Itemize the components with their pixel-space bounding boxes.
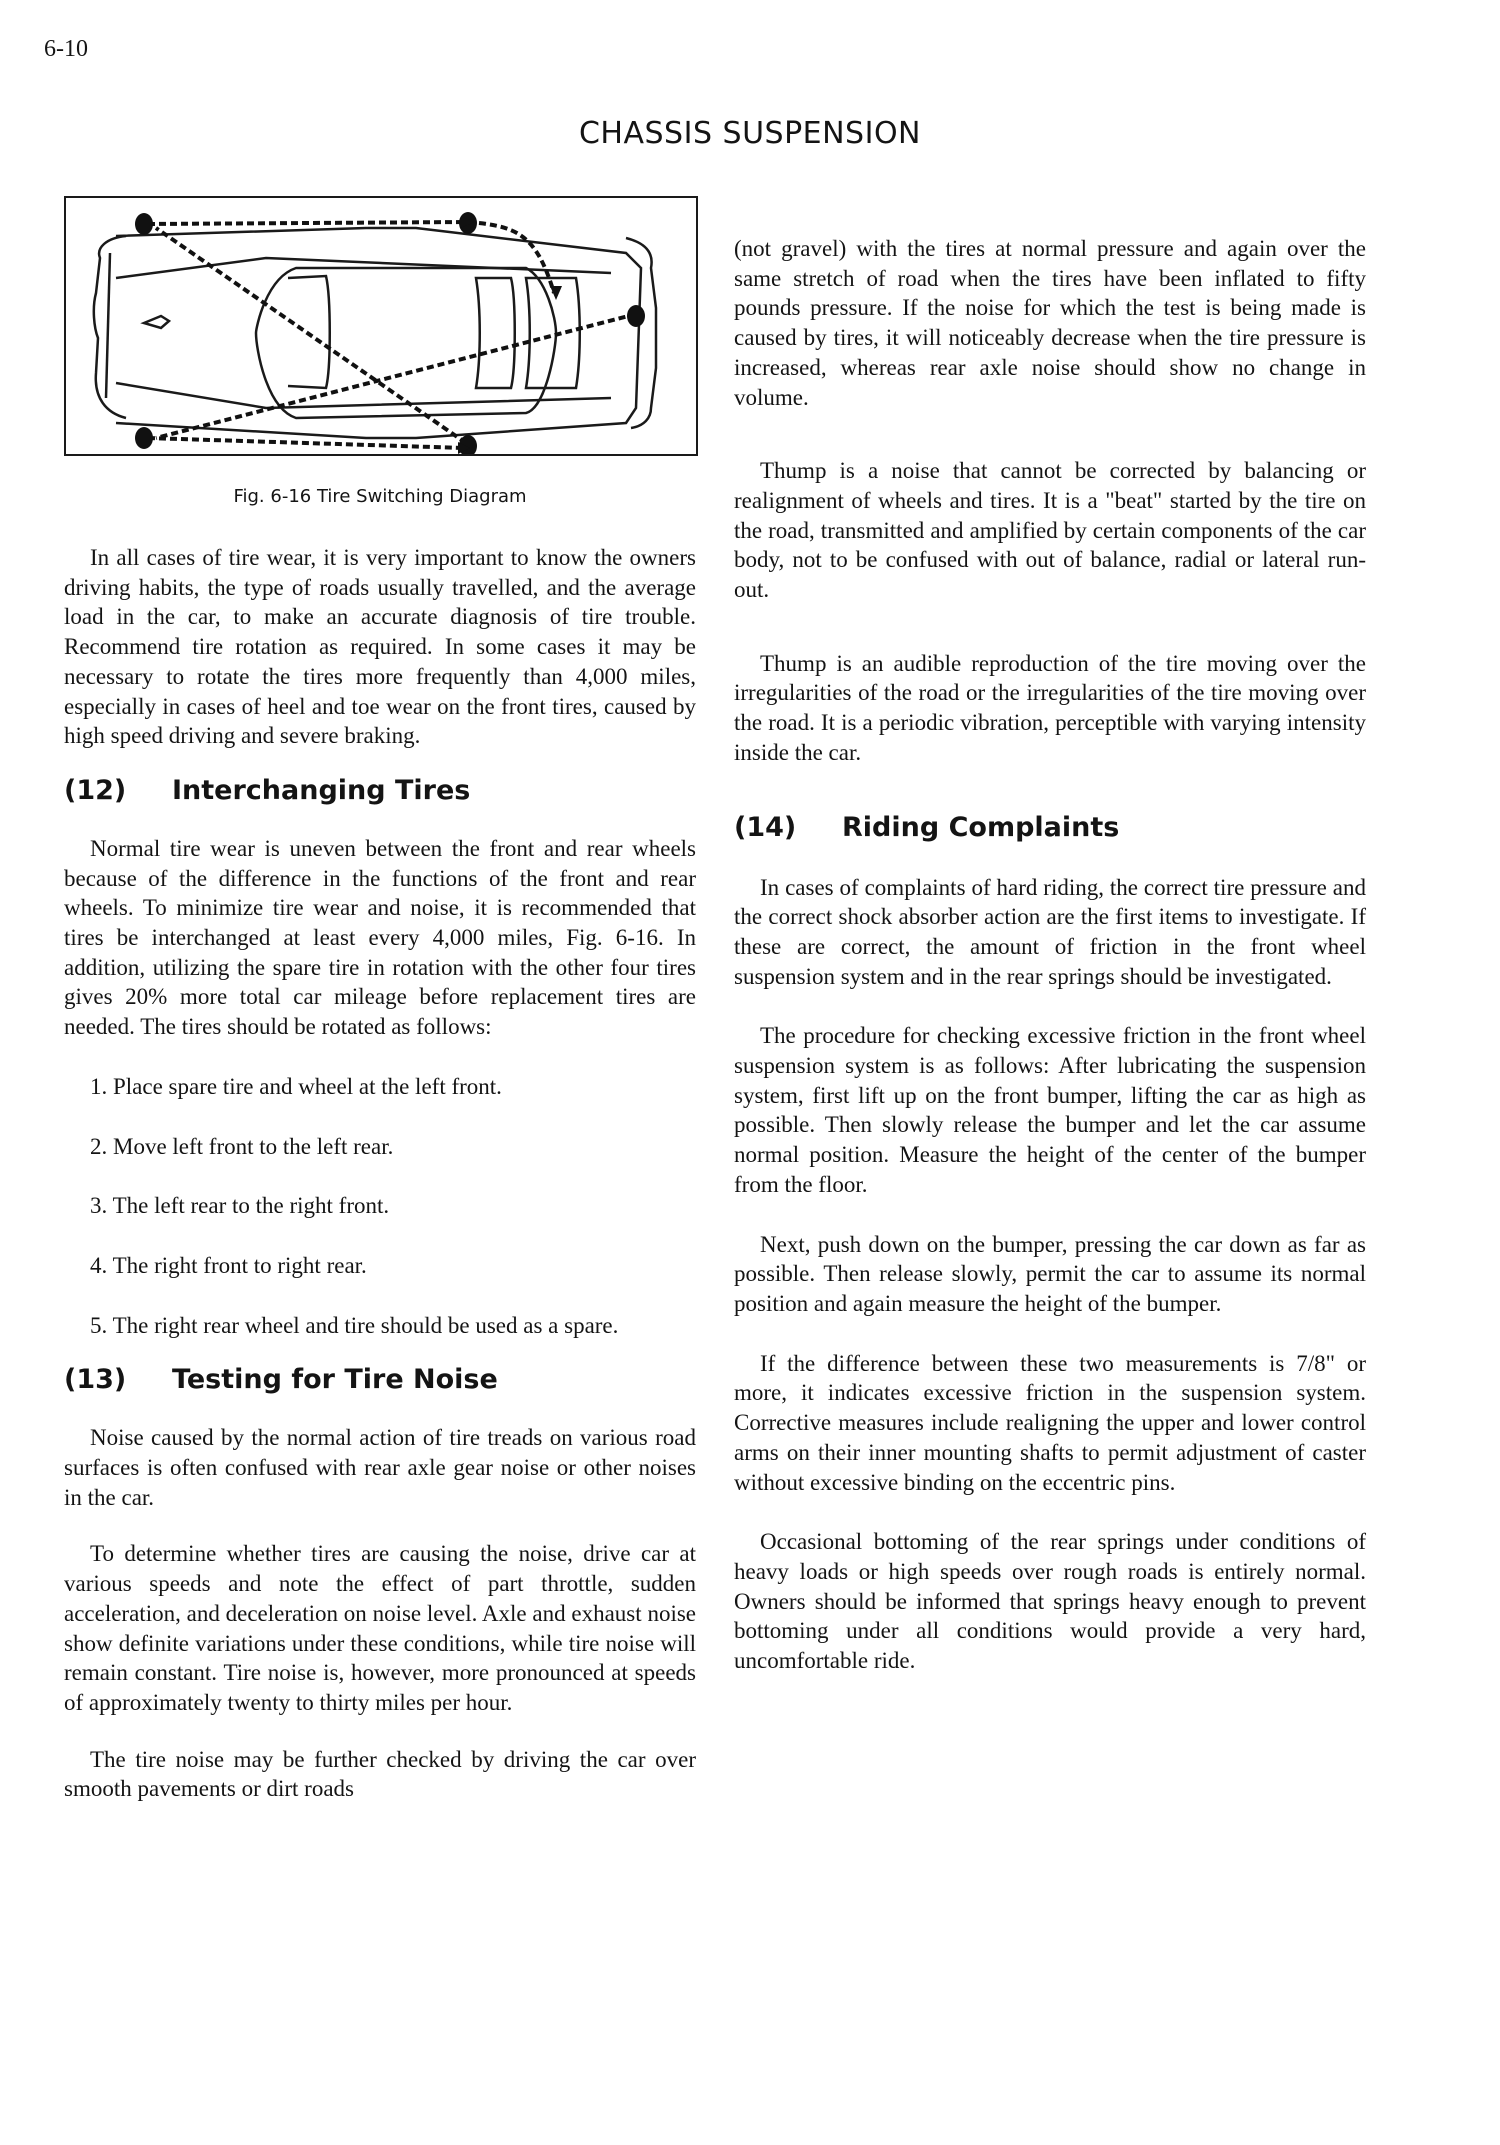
rotation-arrows [148, 222, 636, 448]
left-front-tire-dot [135, 213, 153, 235]
continued-paragraph: (not gravel) with the tires at normal pressure and again over the same stretch of road when the tires have been inflated to fifty pounds pressure. If the noise for which the test is being made is caused by tires, it will noticeably decrease when the tire pressure is increased, whereas rear axle noise should show no change in volume. [734, 236, 1366, 410]
page-number: 6-10 [44, 36, 88, 62]
riding-complaints-paragraph: In cases of complaints of hard riding, the correct tire pressure and the correct shock absorber action are the first items to investigate. If these are correct, the amount of friction in the front wheel suspension system and in the rear springs should be investigated. [734, 874, 1366, 989]
spare-tire-dot [627, 305, 645, 327]
arrow-left-front-to-right-front [148, 222, 468, 224]
rotation-steps-list [64, 1072, 696, 1341]
list-item: 3. The left rear to the right front. [90, 1193, 390, 1219]
riding-complaints-paragraph: If the difference between these two measurements is 7/8" or more, it indicates excessive friction in the suspension system. Corrective measures include realigning the upper and lower control arms on their inner mounting shafts to permit adjustment of caster without excessive binding on the eccentric pins. [734, 1350, 1366, 1495]
interchanging-tires-paragraph: Normal tire wear is uneven between the front and rear wheels because of the difference in the functions of the front and rear wheels. To minimize tire wear and noise, it is recommended that tires be interchanged at least every 4,000 miles, Fig. 6-16. In addition, utilizing the spare tire in rotation with the other four tires gives 20% more total car mileage before replacement tires are needed. The tires should be rotated as follows: [64, 835, 696, 1040]
riding-complaints-paragraph: The procedure for checking excessive friction in the front wheel suspension system is as follows: After lubricating the suspension system, first lift up on the front bumper, lifting the car as high as possible. Then slowly release the bumper and let the car assume normal position. Measure the height of the center of the bumper from the floor. [734, 1023, 1366, 1197]
tire-noise-paragraph: The tire noise may be further checked by driving the car over smooth pavements or dirt roads [64, 1746, 696, 1802]
car-body-outline [94, 228, 656, 438]
right-column [734, 234, 1366, 1676]
intro-paragraph: In all cases of tire wear, it is very important to know the owners driving habits, the type of roads usually travelled, and the average load in the car, to make an accurate diagnosis of tire trouble. Recommend tire rotation as required. In some cases it may be necessary to rotate the tires more frequently than 4,000 miles, especially in cases of heel and toe wear on the front tires, caused by high speed driving and severe braking. [64, 545, 696, 749]
tire-switching-diagram [64, 196, 698, 456]
left-column [64, 196, 696, 1804]
list-item: 5. The right rear wheel and tire should be used as a spare. [90, 1312, 619, 1338]
thump-paragraph: Thump is a noise that cannot be corrected by balancing or realignment of wheels and tires. It is a "beat" started by the tire on the road, transmitted and amplified by certain components of the car body, not to be confused with out of balance, radial or lateral run-out. [734, 458, 1366, 603]
arrow-spare-to-left-rear [156, 314, 636, 438]
section-heading-testing-tire-noise [64, 1364, 696, 1395]
section-number: (12) [64, 774, 127, 806]
tire-noise-paragraph: Noise caused by the normal action of tire treads on various road surfaces is often confused with rear axle gear noise or other noises in the car. [64, 1425, 696, 1510]
running-title: CHASSIS SUSPENSION [578, 116, 922, 151]
section-heading-interchanging-tires [64, 775, 696, 806]
list-item: 4. The right front to right rear. [90, 1252, 367, 1278]
riding-complaints-paragraph: Occasional bottoming of the rear springs under conditions of heavy loads or high speeds over rough roads is entirely normal. Owners should be informed that springs heavy enough to prevent bottoming under all conditions would provide a very hard, uncomfortable ride. [734, 1529, 1366, 1674]
section-heading-riding-complaints [734, 812, 1366, 843]
section-title: Riding Complaints [842, 811, 1120, 843]
section-number: (13) [64, 1364, 127, 1396]
thump-paragraph: Thump is an audible reproduction of the tire moving over the irregularities of the road or the irregularities of the tire moving over the road. It is a periodic vibration, perceptible with varying intensity inside the car. [734, 650, 1366, 765]
riding-complaints-paragraph: Next, push down on the bumper, pressing the car down as far as possible. Then release slowly, permit the car to assume its normal position and again measure the height of the bumper. [734, 1231, 1366, 1316]
section-title: Interchanging Tires [172, 774, 471, 806]
section-number: (14) [734, 811, 797, 843]
tire-noise-paragraph: To determine whether tires are causing the noise, drive car at various speeds and note the effect of part throttle, sudden acceleration, and deceleration on noise level. Axle and exhaust noise show definite variations under these conditions, while tire noise will remain constant. Tire noise is, however, more pronounced at speeds of approximately twenty to thirty miles per hour. [64, 1541, 696, 1715]
section-title: Testing for Tire Noise [172, 1364, 498, 1396]
list-item: 1. Place spare tire and wheel at the left front. [90, 1073, 502, 1099]
car-top-view-illustration [66, 198, 696, 454]
figure-caption: Fig. 6-16 Tire Switching Diagram [233, 486, 527, 507]
list-item: 2. Move left front to the left rear. [90, 1133, 394, 1159]
arrow-left-rear-to-right-rear [148, 438, 464, 448]
left-rear-tire-dot [135, 427, 153, 449]
arrowhead-icon [550, 286, 562, 300]
